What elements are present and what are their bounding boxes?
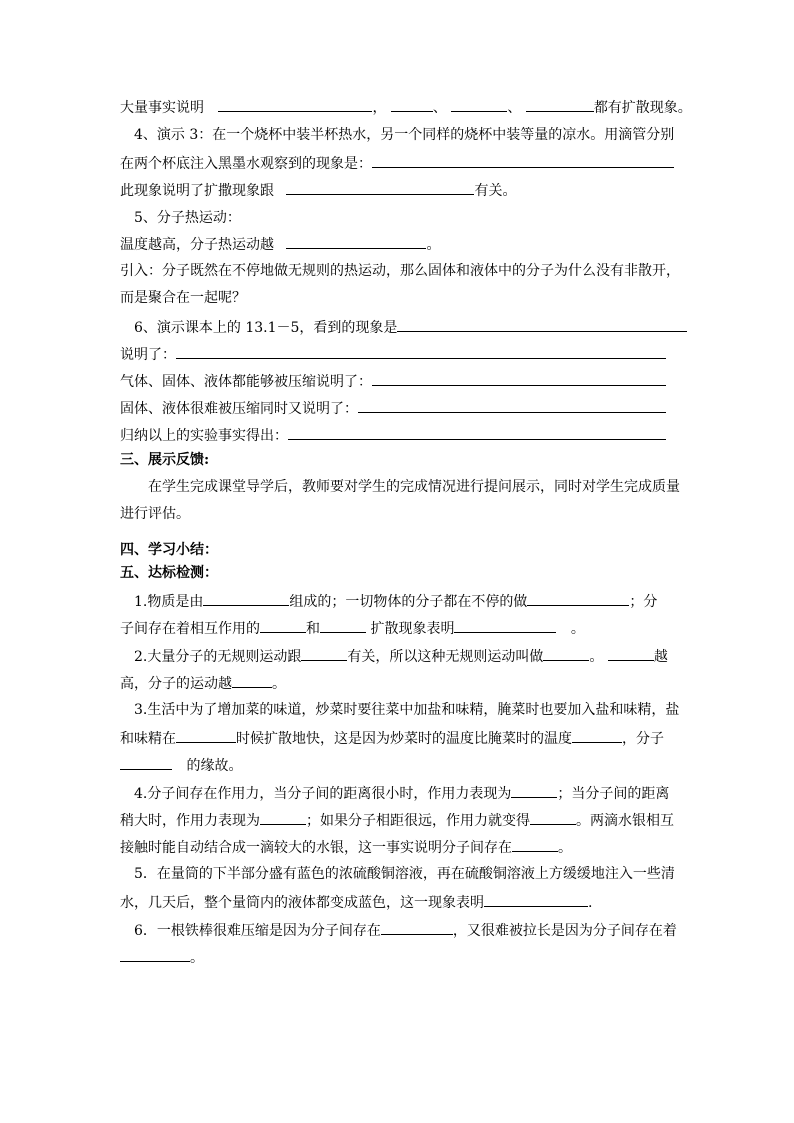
text-segment: 在两个杯底注入黑墨水观察到的现象是： <box>120 156 372 172</box>
text-segment: 温度越高，分子热运动越 <box>120 237 274 253</box>
blank-field[interactable] <box>358 398 666 413</box>
text-segment: 归纳以上的实验事实得出： <box>120 428 288 444</box>
question-4-end <box>120 837 572 857</box>
question-2 <box>134 646 668 666</box>
text-segment: ，又很难被拉长是因为分子间存在着 <box>452 923 677 939</box>
text-line-intro-cont <box>120 289 246 307</box>
blank-field[interactable] <box>176 728 236 743</box>
section-heading-summary: 四、学习小结： <box>120 542 218 558</box>
question-1 <box>134 591 657 611</box>
text-segment: 、 <box>432 100 447 116</box>
blank-field[interactable] <box>511 783 557 798</box>
text-segment: 。 <box>272 676 286 692</box>
blank-field[interactable] <box>527 591 629 606</box>
text-segment: 越 <box>653 649 668 665</box>
blank-field[interactable] <box>218 97 372 112</box>
blank-field[interactable] <box>260 810 306 825</box>
blank-field[interactable] <box>120 947 190 962</box>
text-segment: 5、分子热运动： <box>134 210 241 226</box>
question-3-end <box>120 755 242 775</box>
blank-field[interactable] <box>484 892 588 907</box>
blank-field[interactable] <box>397 317 687 332</box>
question-3 <box>134 701 679 719</box>
text-segment: ，分子 <box>622 731 664 747</box>
text-segment: 6、演示课本上的 13.1－5，看到的现象是 <box>134 320 398 336</box>
text-segment: 6．一根铁棒很难压缩是因为分子间存在 <box>134 923 381 939</box>
blank-field[interactable] <box>301 646 347 661</box>
blank-field[interactable] <box>232 673 272 688</box>
question-1-cont <box>120 618 585 638</box>
text-line-temperature <box>120 234 440 254</box>
blank-field[interactable] <box>286 234 426 249</box>
question-5 <box>134 865 675 883</box>
text-segment: 有关。 <box>474 183 517 199</box>
question-5-cont <box>120 892 592 912</box>
blank-field[interactable] <box>120 755 172 770</box>
text-segment: 和 <box>306 621 320 637</box>
text-line-demo3 <box>134 126 674 144</box>
blank-field[interactable] <box>391 97 433 112</box>
text-segment: ；当分子间的距离 <box>557 786 670 802</box>
text-segment: 。 <box>570 621 585 637</box>
blank-field[interactable] <box>451 97 507 112</box>
question-6 <box>134 920 677 940</box>
text-segment: 稍大时，作用力表现为 <box>120 813 260 829</box>
text-segment: 3.生活中为了增加菜的味道，炒菜时要往菜中加盐和味精，腌菜时也要加入盐和味精，盐 <box>134 702 680 718</box>
blank-field[interactable] <box>512 837 558 852</box>
text-segment: ；如果分子相距很远，作用力就变得 <box>306 813 530 829</box>
text-segment: 。 <box>426 237 441 253</box>
text-segment: 。 <box>190 950 204 966</box>
blank-field[interactable] <box>288 425 666 440</box>
text-segment: 5．在量筒的下半部分盛有蓝色的浓硫酸铜溶液，再在硫酸铜溶液上方缓缓地注入一些清 <box>134 866 675 882</box>
blank-field[interactable] <box>320 618 366 633</box>
text-segment: 。 <box>589 649 604 665</box>
text-segment: 大量事实说明 <box>120 100 204 116</box>
text-line-hard-to-compress <box>120 398 666 418</box>
blank-field[interactable] <box>372 371 666 386</box>
question-3-cont <box>120 728 664 748</box>
text-segment: 2.大量分子的无规则运动跟 <box>134 649 302 665</box>
text-segment: 扩散现象表明 <box>370 621 455 637</box>
text-segment: 此现象说明了扩撒现象跟 <box>120 183 274 199</box>
text-line-feedback <box>148 478 680 496</box>
blank-field[interactable] <box>176 344 666 359</box>
blank-field[interactable] <box>381 920 453 935</box>
text-segment: 进行评估。 <box>120 506 190 522</box>
text-segment: 时候扩散地快，这是因为炒菜时的温度比腌菜时的温度 <box>236 731 572 747</box>
text-segment: 。两滴水银相互 <box>576 813 674 829</box>
text-segment: . <box>588 895 593 911</box>
text-line-observation <box>120 153 674 173</box>
text-segment: 子间存在着相互作用的 <box>120 621 260 637</box>
question-6-cont <box>120 947 204 967</box>
blank-field[interactable] <box>286 180 474 195</box>
blank-field[interactable] <box>260 618 306 633</box>
text-segment: 1.物质是由 <box>134 594 204 610</box>
text-segment: ；分 <box>629 594 658 610</box>
text-line-compressible <box>120 371 666 391</box>
text-segment: 水，几天后，整个量筒内的液体都变成蓝色，这一现象表明 <box>120 895 484 911</box>
text-line-demo-textbook <box>134 317 687 337</box>
question-4 <box>134 783 669 803</box>
blank-field[interactable] <box>526 97 594 112</box>
blank-field[interactable] <box>372 153 674 168</box>
blank-field[interactable] <box>530 810 576 825</box>
text-line-conclusion <box>120 425 666 445</box>
text-segment: 4、演示 3：在一个烧杯中装半杯热水，另一个同样的烧杯中装等量的凉水。用滴管分别 <box>134 127 675 143</box>
text-segment: 组成的；一切物体的分子都在不停的做 <box>289 594 528 610</box>
blank-field[interactable] <box>454 618 556 633</box>
text-segment: 。 <box>558 840 572 856</box>
text-segment: 接触时能自动结合成一滴较大的水银，这一事实说明分子间存在 <box>120 840 512 856</box>
blank-field[interactable] <box>572 728 622 743</box>
blank-field[interactable] <box>203 591 289 606</box>
text-segment: 而是聚合在一起呢？ <box>120 290 246 306</box>
text-segment: 都有扩散现象。 <box>593 100 692 116</box>
text-line-facts <box>120 97 692 117</box>
text-line-explains <box>120 344 666 364</box>
section-heading-test: 五、达标检测： <box>120 565 218 581</box>
question-2-cont <box>120 673 286 693</box>
text-segment: ， <box>372 100 387 116</box>
blank-field[interactable] <box>543 646 589 661</box>
text-segment: 引入：分子既然在不停地做无规则的热运动，那么固体和液体中的分子为什么没有非散开， <box>120 263 680 279</box>
text-segment: 4.分子间存在作用力，当分子间的距离很小时，作用力表现为 <box>134 786 512 802</box>
text-segment: 固体、液体很难被压缩同时又说明了： <box>120 401 358 417</box>
section-heading-feedback: 三、展示反馈: <box>120 452 210 468</box>
text-segment: 高，分子的运动越 <box>120 676 232 692</box>
text-line-intro <box>120 262 680 280</box>
text-segment: 和味精在 <box>120 731 176 747</box>
text-segment: 有关，所以这种无规则运动叫做 <box>347 649 544 665</box>
text-line-heading-5 <box>134 209 241 227</box>
question-4-cont <box>120 810 674 830</box>
text-line-feedback-cont <box>120 505 190 523</box>
text-segment: 气体、固体、液体都能够被压缩说明了： <box>120 374 372 390</box>
text-segment: 、 <box>507 100 522 116</box>
text-segment: 的缘故。 <box>186 758 243 774</box>
text-line-diffusion-factor <box>120 180 516 200</box>
blank-field[interactable] <box>608 646 654 661</box>
text-segment: 说明了： <box>120 347 176 363</box>
text-segment: 在学生完成课堂导学后，教师要对学生的完成情况进行提问展示，同时对学生完成质量 <box>148 479 680 495</box>
